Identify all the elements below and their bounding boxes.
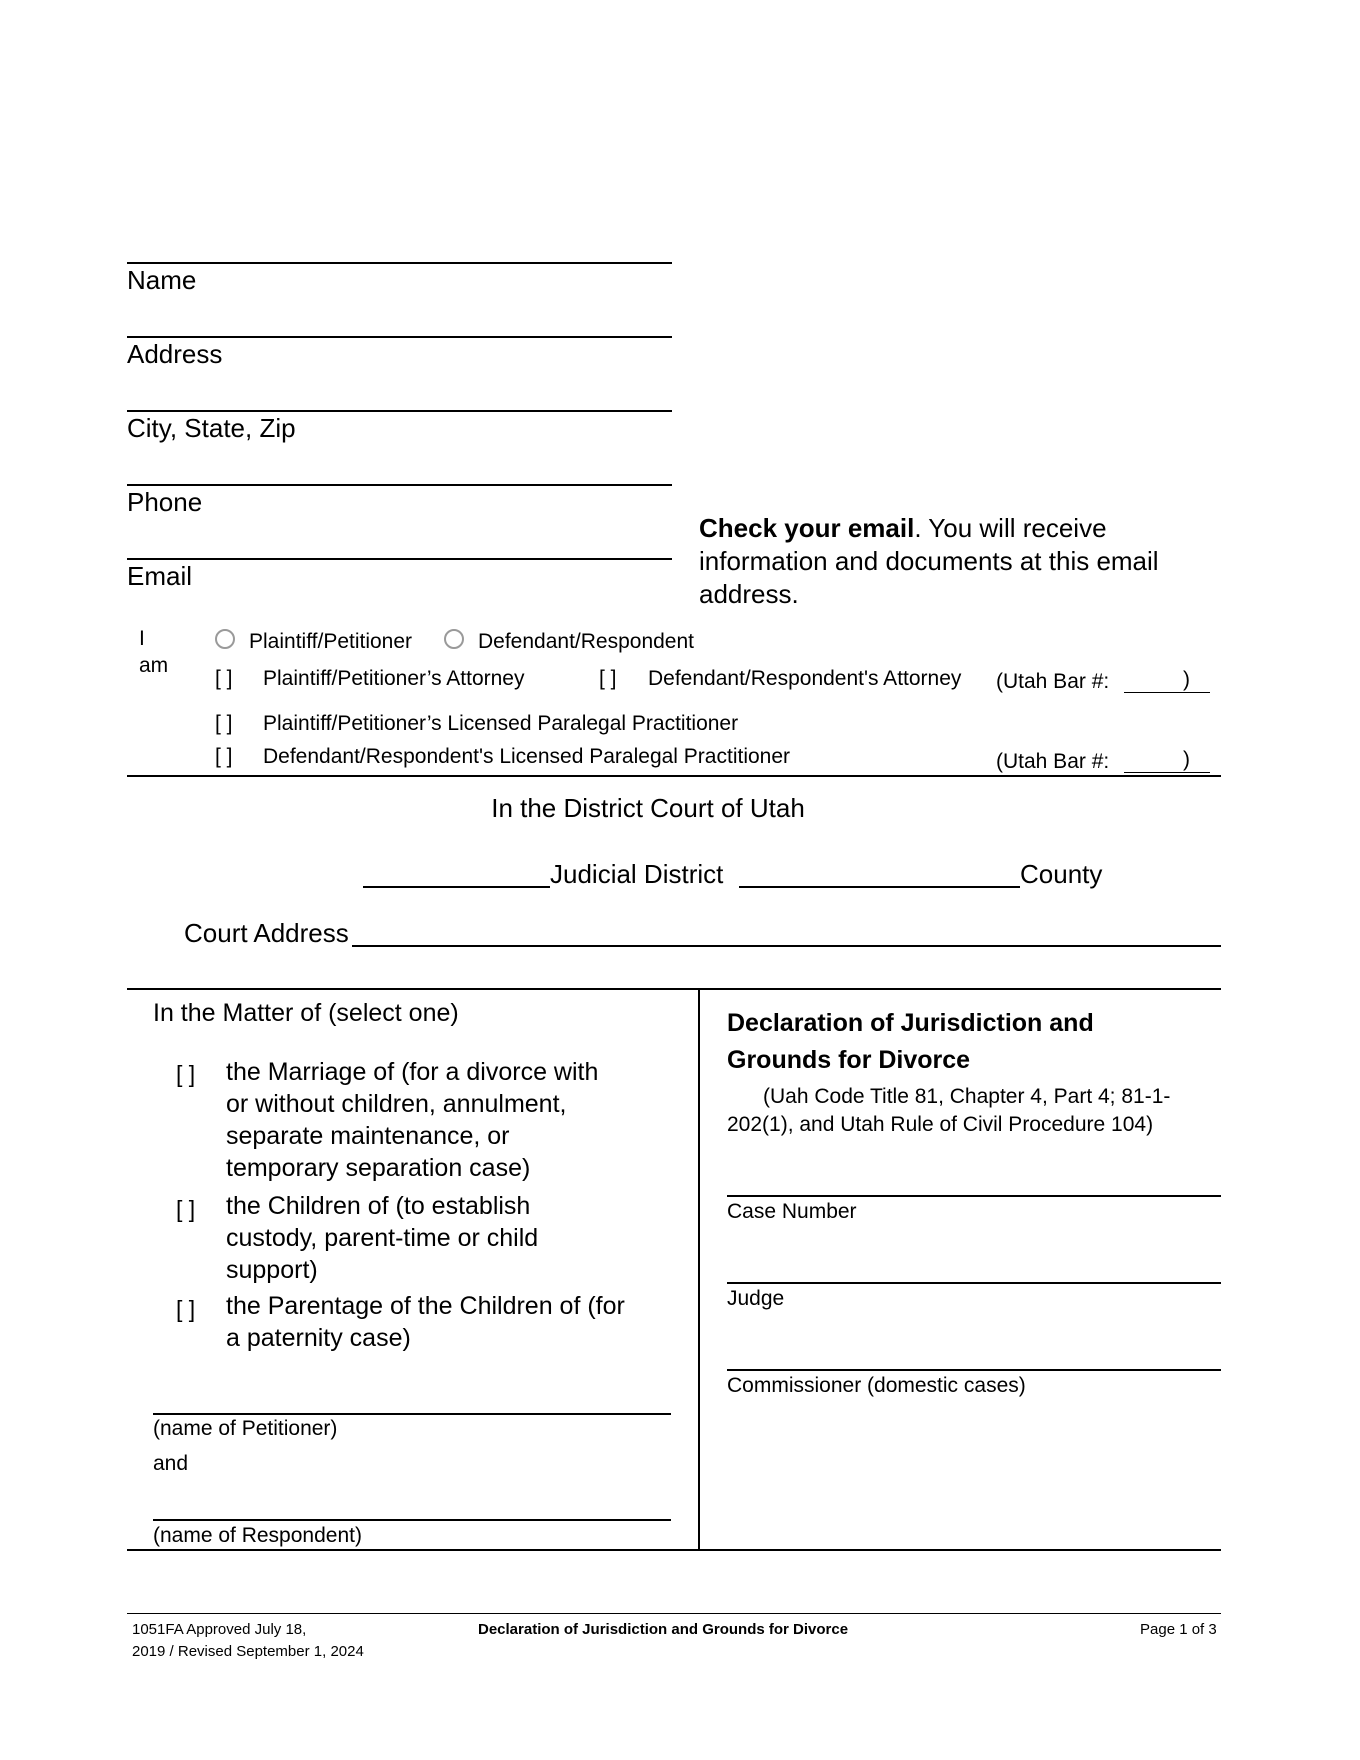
utah-bar-close-2: ) bbox=[1183, 748, 1190, 771]
email-notice-bold: Check your email bbox=[699, 513, 915, 543]
phone-line bbox=[127, 484, 672, 486]
judge-label: Judge bbox=[727, 1287, 785, 1310]
email-line bbox=[127, 558, 672, 560]
respondent-name-input[interactable] bbox=[153, 1489, 668, 1517]
defendant-radio[interactable] bbox=[444, 629, 464, 649]
phone-label: Phone bbox=[127, 487, 203, 517]
email-notice-rest: . You will receive bbox=[914, 513, 1107, 543]
am-label: am bbox=[139, 654, 169, 677]
commissioner-line bbox=[727, 1369, 1221, 1371]
divider-role bbox=[127, 775, 1221, 777]
case-number-input[interactable] bbox=[727, 1164, 1217, 1192]
parentage-checkbox[interactable]: [ ] bbox=[176, 1296, 196, 1322]
i-label: I bbox=[139, 627, 145, 650]
county-label: County bbox=[1020, 859, 1103, 889]
petitioner-name-input[interactable] bbox=[153, 1383, 668, 1411]
footer-title: Declaration of Jurisdiction and Grounds for Divorce bbox=[478, 1621, 849, 1638]
judge-input[interactable] bbox=[727, 1251, 1217, 1279]
email-notice-line3: address. bbox=[699, 579, 799, 609]
utah-bar-line-2[interactable] bbox=[1124, 772, 1210, 773]
petitioner-name-line bbox=[153, 1413, 671, 1415]
utah-bar-label-2: (Utah Bar #: bbox=[996, 750, 1110, 773]
commissioner-input[interactable] bbox=[727, 1338, 1217, 1366]
defendant-attorney-checkbox[interactable]: [ ] bbox=[599, 667, 617, 690]
email-input[interactable] bbox=[127, 528, 667, 556]
name-line bbox=[127, 262, 672, 264]
parentage-option-text: the Parentage of the Children of (for a paternity case) bbox=[226, 1292, 625, 1352]
city-state-zip-line bbox=[127, 410, 672, 412]
petitioner-label: (name of Petitioner) bbox=[153, 1417, 338, 1440]
plaintiff-radio[interactable] bbox=[215, 629, 235, 649]
city-state-zip-label: City, State, Zip bbox=[127, 413, 296, 443]
defendant-label: Defendant/Respondent bbox=[478, 630, 694, 653]
children-checkbox[interactable]: [ ] bbox=[176, 1196, 196, 1222]
and-label: and bbox=[153, 1452, 189, 1475]
address-line bbox=[127, 336, 672, 338]
footer-rule bbox=[127, 1613, 1221, 1614]
marriage-option-text: the Marriage of (for a divorce with or without children, annulment, separate maintenance, or temporary separation case) bbox=[226, 1058, 599, 1182]
footer-form-line1: 1051FA Approved July 18, bbox=[132, 1621, 307, 1638]
court-address-label: Court Address bbox=[184, 918, 349, 948]
plaintiff-lpp-checkbox[interactable]: [ ] bbox=[215, 712, 233, 735]
plaintiff-attorney-label: Plaintiff/Petitioner’s Attorney bbox=[263, 667, 525, 690]
caption-top-border bbox=[127, 988, 1221, 990]
matter-heading: In the Matter of (select one) bbox=[153, 999, 459, 1027]
footer-page: Page 1 of 3 bbox=[1140, 1621, 1217, 1638]
defendant-lpp-checkbox[interactable]: [ ] bbox=[215, 745, 233, 768]
court-address-line[interactable] bbox=[352, 945, 1221, 947]
plaintiff-attorney-checkbox[interactable]: [ ] bbox=[215, 667, 233, 690]
name-label: Name bbox=[127, 265, 197, 295]
defendant-lpp-label: Defendant/Respondent's Licensed Paralegal Practitioner bbox=[263, 745, 791, 768]
footer-form-line2: 2019 / Revised September 1, 2024 bbox=[132, 1643, 364, 1660]
defendant-attorney-label: Defendant/Respondent's Attorney bbox=[648, 667, 962, 690]
county-line[interactable] bbox=[739, 886, 1020, 888]
marriage-checkbox[interactable]: [ ] bbox=[176, 1061, 196, 1087]
commissioner-label: Commissioner (domestic cases) bbox=[727, 1374, 1026, 1397]
document-title: Declaration of Jurisdiction and Grounds for Divorce bbox=[727, 1009, 1094, 1074]
email-label: Email bbox=[127, 561, 193, 591]
document-citation: (Uah Code Title 81, Chapter 4, Part 4; 81-1- 202(1), and Utah Rule of Civil Procedure 104) bbox=[727, 1085, 1171, 1136]
judicial-district-label: Judicial District bbox=[550, 859, 724, 889]
children-option-text: the Children of (to establish custody, parent-time or child support) bbox=[226, 1192, 539, 1284]
respondent-name-line bbox=[153, 1519, 671, 1521]
judicial-district-line[interactable] bbox=[363, 886, 550, 888]
city-state-zip-input[interactable] bbox=[127, 380, 667, 408]
case-number-label: Case Number bbox=[727, 1200, 857, 1223]
phone-input[interactable] bbox=[127, 454, 667, 482]
utah-bar-line[interactable] bbox=[1124, 692, 1210, 693]
caption-bottom-border bbox=[127, 1549, 1221, 1551]
caption-divider bbox=[698, 988, 700, 1550]
address-input[interactable] bbox=[127, 306, 667, 334]
name-input[interactable] bbox=[127, 232, 667, 260]
case-number-line bbox=[727, 1195, 1221, 1197]
respondent-label: (name of Respondent) bbox=[153, 1524, 362, 1547]
plaintiff-lpp-label: Plaintiff/Petitioner’s Licensed Paralegal Practitioner bbox=[263, 712, 739, 735]
email-notice-line2: information and documents at this email bbox=[699, 546, 1159, 576]
utah-bar-label: (Utah Bar #: bbox=[996, 670, 1110, 693]
email-notice bbox=[699, 512, 1159, 611]
judge-line bbox=[727, 1282, 1221, 1284]
address-label: Address bbox=[127, 339, 223, 369]
court-title: In the District Court of Utah bbox=[491, 793, 805, 823]
plaintiff-label: Plaintiff/Petitioner bbox=[249, 630, 413, 653]
utah-bar-close: ) bbox=[1183, 668, 1190, 691]
